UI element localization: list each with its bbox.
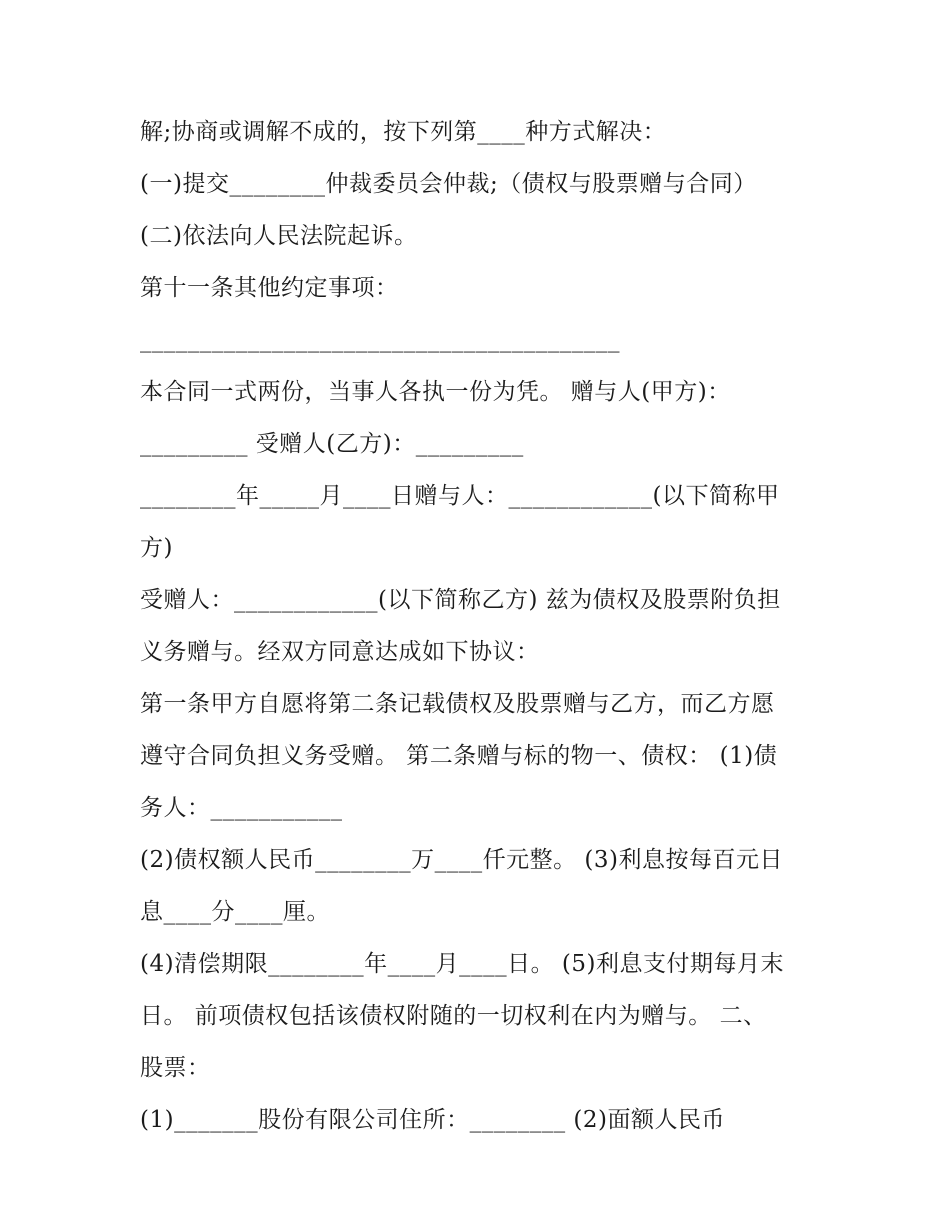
text-line: 受赠人：____________(以下简称乙方) 兹为债权及股票附负担	[140, 587, 781, 613]
text-line: (4)清偿期限________年____月____日。 (5)利息支付期每月末	[140, 951, 784, 977]
text-line: (2)债权额人民币________万____仟元整。 (3)利息按每百元日	[140, 847, 783, 873]
text-line: 息____分____厘。	[140, 899, 330, 925]
text-line: 第一条甲方自愿将第二条记载债权及股票赠与乙方，而乙方愿	[140, 691, 775, 717]
text-line: 日。 前项债权包括该债权附随的一切权利在内为赠与。 二、	[140, 1003, 767, 1029]
text-line: 本合同一式两份，当事人各执一份为凭。 赠与人(甲方)：	[140, 379, 731, 405]
text-line: (一)提交________仲裁委员会仲裁;（债权与股票赠与合同）	[140, 171, 757, 197]
text-line: 解;协商或调解不成的，按下列第____种方式解决：	[140, 119, 667, 145]
text-line: ________________________________________	[140, 327, 620, 353]
text-line: 遵守合同负担义务受赠。 第二条赠与标的物一、债权： (1)债	[140, 743, 778, 769]
text-line: (1)_______股份有限公司住所：________ (2)面额人民币	[140, 1107, 725, 1133]
text-line: 务人：___________	[140, 795, 343, 821]
document-page	[140, 106, 820, 1146]
text-line: 方)	[140, 535, 173, 561]
text-line: 义务赠与。经双方同意达成如下协议：	[140, 639, 540, 665]
text-line: 第十一条其他约定事项：	[140, 275, 399, 301]
text-line: ________年_____月____日赠与人：____________(以下简称甲	[140, 483, 780, 509]
text-line: 股票：	[140, 1055, 211, 1081]
text-line: (二)依法向人民法院起诉。	[140, 223, 418, 249]
text-line: _________ 受赠人(乙方)：_________	[140, 431, 524, 457]
